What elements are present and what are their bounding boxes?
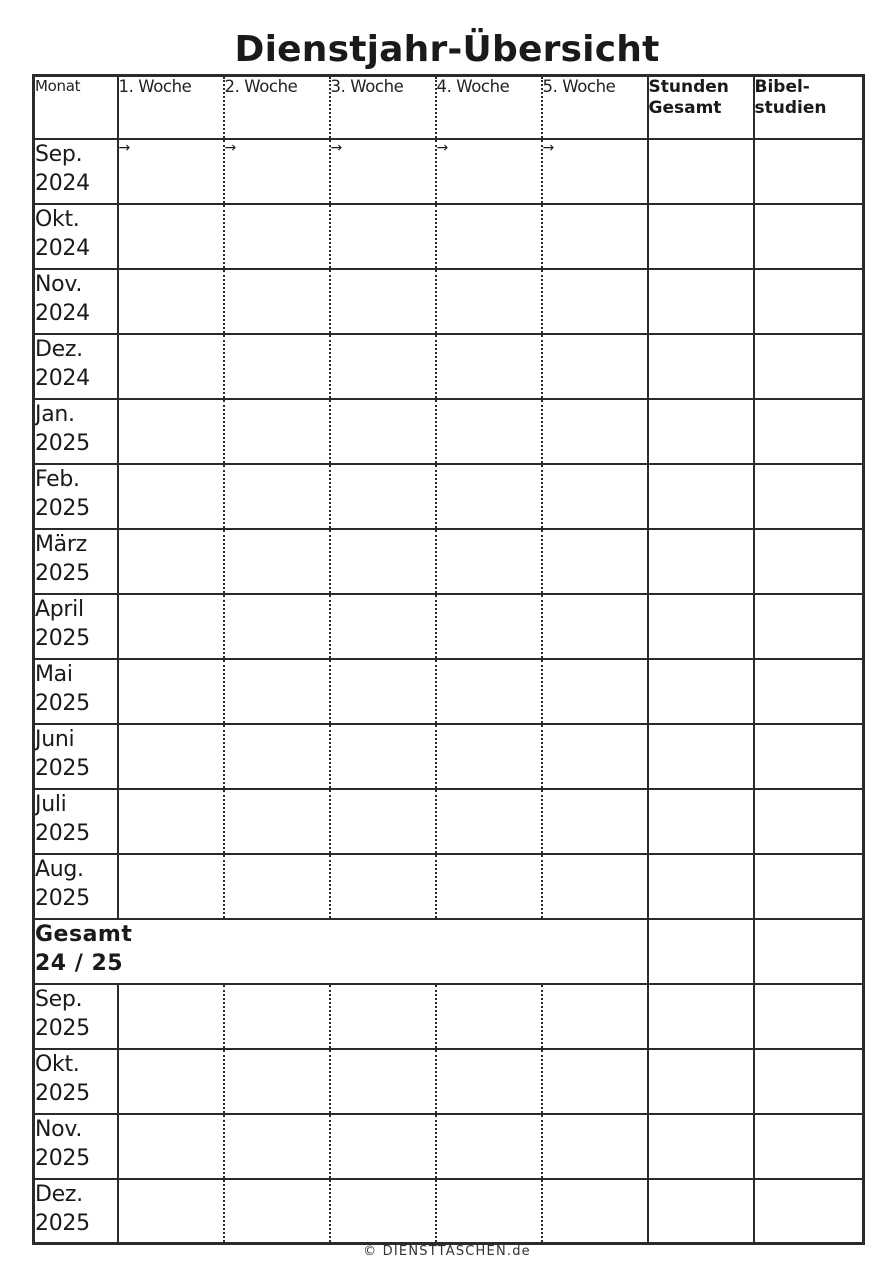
- week-2-entry-cell[interactable]: [224, 984, 330, 1049]
- week-4-entry-cell[interactable]: [436, 1179, 542, 1244]
- week-4-entry-cell[interactable]: [436, 789, 542, 854]
- month-label-cell: [34, 464, 118, 529]
- table-body: [34, 139, 864, 1244]
- week-4-entry-cell[interactable]: [436, 594, 542, 659]
- week-5-entry-cell[interactable]: [542, 984, 648, 1049]
- week-3-entry-cell[interactable]: [330, 1179, 436, 1244]
- arrow-icon: →: [330, 139, 343, 156]
- week-3-entry-cell[interactable]: [330, 1114, 436, 1179]
- week-2-entry-cell[interactable]: [224, 854, 330, 919]
- week-3-header: 3. Woche: [330, 76, 436, 139]
- week-1-entry-cell[interactable]: [118, 594, 224, 659]
- arrow-icon: →: [436, 139, 449, 156]
- year-total-hours-cell[interactable]: [648, 919, 754, 984]
- total-hours-entry-cell[interactable]: [648, 1049, 754, 1114]
- total-hours-entry-cell[interactable]: [648, 269, 754, 334]
- month-label-cell: [34, 204, 118, 269]
- bible-studies-header: [754, 76, 864, 139]
- bible-studies-header-line1: Bibel-: [754, 77, 810, 97]
- week-1-entry-cell[interactable]: [118, 1179, 224, 1244]
- week-2-entry-cell[interactable]: [224, 269, 330, 334]
- week-5-entry-cell[interactable]: [542, 139, 648, 204]
- total-hours-entry-cell[interactable]: [648, 659, 754, 724]
- month-label-cell: [34, 269, 118, 334]
- total-hours-entry-cell[interactable]: [648, 724, 754, 789]
- year-total-studies-cell[interactable]: [754, 919, 864, 984]
- bible-studies-entry-cell[interactable]: [754, 1114, 864, 1179]
- week-4-entry-cell[interactable]: [436, 984, 542, 1049]
- bible-studies-entry-cell[interactable]: [754, 854, 864, 919]
- bible-studies-entry-cell[interactable]: [754, 789, 864, 854]
- month-year: 2025: [35, 1015, 90, 1041]
- week-4-header: 4. Woche: [436, 76, 542, 139]
- week-4-entry-cell[interactable]: [436, 724, 542, 789]
- month-row: [34, 529, 864, 594]
- month-year: 2025: [35, 625, 90, 651]
- month-label-cell: [34, 1179, 118, 1244]
- year-total-range: 24 / 25: [35, 950, 124, 976]
- month-year: 2025: [35, 560, 90, 586]
- month-year: 2024: [35, 300, 90, 326]
- week-5-entry-cell[interactable]: [542, 1049, 648, 1114]
- week-2-entry-cell[interactable]: [224, 529, 330, 594]
- month-row: [34, 139, 864, 204]
- month-name: Nov.: [35, 271, 83, 297]
- total-hours-header-line1: Stunden: [648, 77, 729, 97]
- week-1-header: 1. Woche: [118, 76, 224, 139]
- week-5-entry-cell[interactable]: [542, 854, 648, 919]
- month-year: 2025: [35, 1145, 90, 1171]
- header-row: [34, 76, 864, 139]
- bible-studies-entry-cell[interactable]: [754, 139, 864, 204]
- footer-copyright: © DIENSTTASCHEN.de: [363, 1244, 531, 1259]
- month-row: [34, 724, 864, 789]
- week-2-entry-cell[interactable]: [224, 464, 330, 529]
- week-2-entry-cell[interactable]: [224, 789, 330, 854]
- week-3-entry-cell[interactable]: [330, 529, 436, 594]
- total-hours-header: [648, 76, 754, 139]
- week-3-entry-cell[interactable]: [330, 724, 436, 789]
- bible-studies-entry-cell[interactable]: [754, 1049, 864, 1114]
- week-3-entry-cell[interactable]: [330, 399, 436, 464]
- week-2-entry-cell[interactable]: [224, 659, 330, 724]
- week-4-entry-cell[interactable]: [436, 854, 542, 919]
- week-3-entry-cell[interactable]: [330, 464, 436, 529]
- month-label-cell: [34, 1049, 118, 1114]
- month-label-cell: [34, 399, 118, 464]
- month-year: 2024: [35, 365, 90, 391]
- week-4-entry-cell[interactable]: [436, 399, 542, 464]
- month-year: 2024: [35, 170, 90, 196]
- arrow-icon: →: [224, 139, 237, 156]
- total-hours-entry-cell[interactable]: [648, 854, 754, 919]
- service-year-table: [32, 74, 865, 1245]
- month-label-cell: [34, 984, 118, 1049]
- month-name: Juli: [35, 791, 67, 817]
- bible-studies-entry-cell[interactable]: [754, 204, 864, 269]
- week-5-entry-cell[interactable]: [542, 1114, 648, 1179]
- week-3-entry-cell[interactable]: [330, 269, 436, 334]
- week-3-entry-cell[interactable]: [330, 1049, 436, 1114]
- month-label-cell: [34, 659, 118, 724]
- bible-studies-entry-cell[interactable]: [754, 1179, 864, 1244]
- week-5-entry-cell[interactable]: [542, 204, 648, 269]
- week-1-entry-cell[interactable]: [118, 529, 224, 594]
- week-1-entry-cell[interactable]: [118, 399, 224, 464]
- week-3-entry-cell[interactable]: [330, 204, 436, 269]
- total-hours-entry-cell[interactable]: [648, 529, 754, 594]
- bible-studies-entry-cell[interactable]: [754, 984, 864, 1049]
- week-4-entry-cell[interactable]: [436, 1049, 542, 1114]
- week-3-entry-cell[interactable]: [330, 789, 436, 854]
- month-name: Okt.: [35, 1051, 80, 1077]
- total-hours-entry-cell[interactable]: [648, 594, 754, 659]
- total-hours-entry-cell[interactable]: [648, 1179, 754, 1244]
- month-label-cell: [34, 724, 118, 789]
- month-name: Nov.: [35, 1116, 83, 1142]
- month-year: 2025: [35, 690, 90, 716]
- week-2-entry-cell[interactable]: [224, 334, 330, 399]
- bible-studies-entry-cell[interactable]: [754, 334, 864, 399]
- year-total-row: [34, 919, 864, 984]
- bible-studies-entry-cell[interactable]: [754, 464, 864, 529]
- bible-studies-entry-cell[interactable]: [754, 529, 864, 594]
- week-5-entry-cell[interactable]: [542, 399, 648, 464]
- week-5-entry-cell[interactable]: [542, 724, 648, 789]
- week-4-entry-cell[interactable]: [436, 139, 542, 204]
- week-5-entry-cell[interactable]: [542, 594, 648, 659]
- month-year: 2025: [35, 820, 90, 846]
- year-total-label: Gesamt: [35, 921, 133, 947]
- week-1-entry-cell[interactable]: [118, 1114, 224, 1179]
- week-4-entry-cell[interactable]: [436, 529, 542, 594]
- week-4-entry-cell[interactable]: [436, 464, 542, 529]
- week-2-entry-cell[interactable]: [224, 204, 330, 269]
- week-3-entry-cell[interactable]: [330, 139, 436, 204]
- week-2-entry-cell[interactable]: [224, 1114, 330, 1179]
- month-row: [34, 789, 864, 854]
- week-4-entry-cell[interactable]: [436, 204, 542, 269]
- page-title: Dienstjahr-Übersicht: [234, 29, 660, 70]
- month-name: Dez.: [35, 1181, 83, 1207]
- week-5-entry-cell[interactable]: [542, 659, 648, 724]
- month-row: [34, 594, 864, 659]
- month-year: 2025: [35, 430, 90, 456]
- month-name: Sep.: [35, 986, 83, 1012]
- week-1-entry-cell[interactable]: [118, 724, 224, 789]
- week-2-header: 2. Woche: [224, 76, 330, 139]
- month-name: Mai: [35, 661, 73, 687]
- month-year: 2025: [35, 885, 90, 911]
- bible-studies-entry-cell[interactable]: [754, 399, 864, 464]
- week-2-entry-cell[interactable]: [224, 1179, 330, 1244]
- month-row: [34, 399, 864, 464]
- month-row: [34, 269, 864, 334]
- month-row: [34, 984, 864, 1049]
- total-hours-entry-cell[interactable]: [648, 334, 754, 399]
- month-row: [34, 334, 864, 399]
- bible-studies-entry-cell[interactable]: [754, 724, 864, 789]
- week-5-entry-cell[interactable]: [542, 464, 648, 529]
- month-column-header: Monat: [34, 76, 118, 139]
- week-5-entry-cell[interactable]: [542, 789, 648, 854]
- week-4-entry-cell[interactable]: [436, 269, 542, 334]
- month-year: 2025: [35, 1210, 90, 1236]
- total-hours-entry-cell[interactable]: [648, 399, 754, 464]
- month-name: Jan.: [35, 401, 75, 427]
- bible-studies-entry-cell[interactable]: [754, 659, 864, 724]
- total-hours-entry-cell[interactable]: [648, 984, 754, 1049]
- total-hours-header-line2: Gesamt: [648, 98, 722, 118]
- arrow-icon: →: [118, 139, 131, 156]
- week-2-entry-cell[interactable]: [224, 1049, 330, 1114]
- week-3-entry-cell[interactable]: [330, 659, 436, 724]
- month-year: 2025: [35, 755, 90, 781]
- week-4-entry-cell[interactable]: [436, 659, 542, 724]
- total-hours-entry-cell[interactable]: [648, 789, 754, 854]
- week-1-entry-cell[interactable]: [118, 789, 224, 854]
- week-1-entry-cell[interactable]: [118, 854, 224, 919]
- week-1-entry-cell[interactable]: [118, 659, 224, 724]
- week-4-entry-cell[interactable]: [436, 1114, 542, 1179]
- week-4-entry-cell[interactable]: [436, 334, 542, 399]
- month-label-cell: [34, 1114, 118, 1179]
- month-name: Dez.: [35, 336, 83, 362]
- month-label-cell: [34, 139, 118, 204]
- week-5-header: 5. Woche: [542, 76, 648, 139]
- month-label-cell: [34, 594, 118, 659]
- total-hours-entry-cell[interactable]: [648, 139, 754, 204]
- month-year: 2025: [35, 495, 90, 521]
- week-5-entry-cell[interactable]: [542, 269, 648, 334]
- month-name: Juni: [35, 726, 75, 752]
- week-2-entry-cell[interactable]: [224, 399, 330, 464]
- week-1-entry-cell[interactable]: [118, 269, 224, 334]
- week-1-entry-cell[interactable]: [118, 139, 224, 204]
- week-2-entry-cell[interactable]: [224, 724, 330, 789]
- week-1-entry-cell[interactable]: [118, 334, 224, 399]
- month-year: 2024: [35, 235, 90, 261]
- week-3-entry-cell[interactable]: [330, 334, 436, 399]
- week-2-entry-cell[interactable]: [224, 139, 330, 204]
- bible-studies-entry-cell[interactable]: [754, 594, 864, 659]
- month-row: [34, 1179, 864, 1244]
- week-5-entry-cell[interactable]: [542, 529, 648, 594]
- month-label-cell: [34, 334, 118, 399]
- month-name: April: [35, 596, 84, 622]
- week-1-entry-cell[interactable]: [118, 204, 224, 269]
- total-hours-entry-cell[interactable]: [648, 464, 754, 529]
- week-3-entry-cell[interactable]: [330, 594, 436, 659]
- total-hours-entry-cell[interactable]: [648, 204, 754, 269]
- month-row: [34, 1049, 864, 1114]
- month-row: [34, 1114, 864, 1179]
- year-total-label-cell: [34, 919, 648, 984]
- month-label-cell: [34, 789, 118, 854]
- month-name: Aug.: [35, 856, 84, 882]
- month-row: [34, 854, 864, 919]
- month-name: Okt.: [35, 206, 80, 232]
- month-name: März: [35, 531, 87, 557]
- week-2-entry-cell[interactable]: [224, 594, 330, 659]
- week-5-entry-cell[interactable]: [542, 1179, 648, 1244]
- week-5-entry-cell[interactable]: [542, 334, 648, 399]
- arrow-icon: →: [542, 139, 555, 156]
- month-label-cell: [34, 529, 118, 594]
- bible-studies-header-line2: studien: [754, 98, 827, 118]
- week-3-entry-cell[interactable]: [330, 984, 436, 1049]
- bible-studies-entry-cell[interactable]: [754, 269, 864, 334]
- week-1-entry-cell[interactable]: [118, 1049, 224, 1114]
- week-1-entry-cell[interactable]: [118, 464, 224, 529]
- week-1-entry-cell[interactable]: [118, 984, 224, 1049]
- total-hours-entry-cell[interactable]: [648, 1114, 754, 1179]
- month-row: [34, 464, 864, 529]
- week-3-entry-cell[interactable]: [330, 854, 436, 919]
- month-row: [34, 659, 864, 724]
- month-name: Feb.: [35, 466, 80, 492]
- month-label-cell: [34, 854, 118, 919]
- month-year: 2025: [35, 1080, 90, 1106]
- month-name: Sep.: [35, 141, 83, 167]
- month-row: [34, 204, 864, 269]
